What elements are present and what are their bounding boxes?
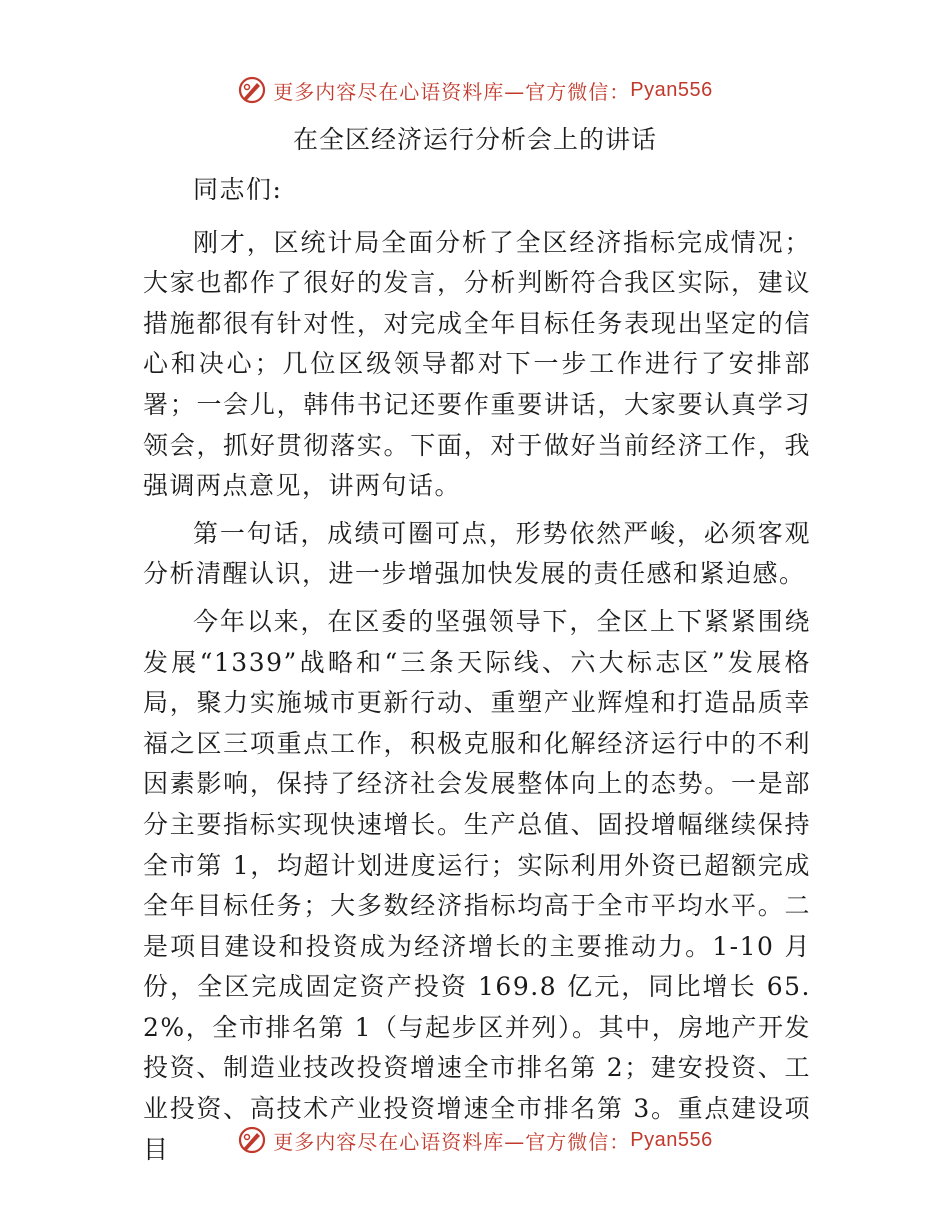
paragraph-first-point: 第一句话，成绩可圈可点，形势依然严峻，必须客观分析清醒认识，进一步增强加快发展的责任感和紧迫感。 xyxy=(143,518,811,589)
document-body xyxy=(143,170,811,1177)
quill-logo-icon xyxy=(237,75,267,105)
watermark-footer xyxy=(0,1122,950,1158)
greeting: 同志们: xyxy=(193,175,283,204)
paragraph-opening: 刚才，区统计局全面分析了全区经济指标完成情况；大家也都作了很好的发言，分析判断符合我区实际，建议措施都很有针对性，对完成全年目标任务表现出坚定的信心和决心；几位区级领导都对下一步工作进行了安排部署；一会儿，韩伟书记还要作重要讲话，大家要认真学习领会，抓好贯彻落实。下面，对于做好当前经济工作，我强调两点意见，讲两句话。 xyxy=(143,227,811,501)
paragraph-achievements: 今年以来，在区委的坚强领导下，全区上下紧紧围绕发展“1339”战略和“三条天际线、六大标志区”发展格局，聚力实施城市更新行动、重塑产业辉煌和打造品质幸福之区三项重点工作，积极克服和化解经济运行中的不利因素影响，保持了经济社会发展整体向上的态势。一是部分主要指标实现快速增长。生产总值、固投增幅继续保持全市第 1，均超计划进度运行；实际利用外资已超额完成全年目标任务；大多数经济指标均高于全市平均水平。二是项目建设和投资成为经济增长的主要推动力。1-10 月份，全区完成固定资产投资 169.8 亿元，同比增长 65.2%，全市排名第 1（与起步区并列）。其中，房地产开发投资、制造业技改投资增速全市排名第 2；建安投资、工业投资、高技术产业投资增速全市排名第 3。重点建设项目 xyxy=(143,606,811,1164)
watermark-header xyxy=(0,72,950,108)
quill-logo-icon xyxy=(237,1125,267,1155)
watermark-wechat-id: Pyan556 xyxy=(630,78,713,101)
document-title: 在全区经济运行分析会上的讲话 xyxy=(292,125,657,154)
watermark-text: 更多内容尽在心语资料库—官方微信： xyxy=(273,79,631,104)
watermark-text: 更多内容尽在心语资料库—官方微信： xyxy=(273,1129,631,1154)
watermark-wechat-id: Pyan556 xyxy=(630,1128,713,1151)
